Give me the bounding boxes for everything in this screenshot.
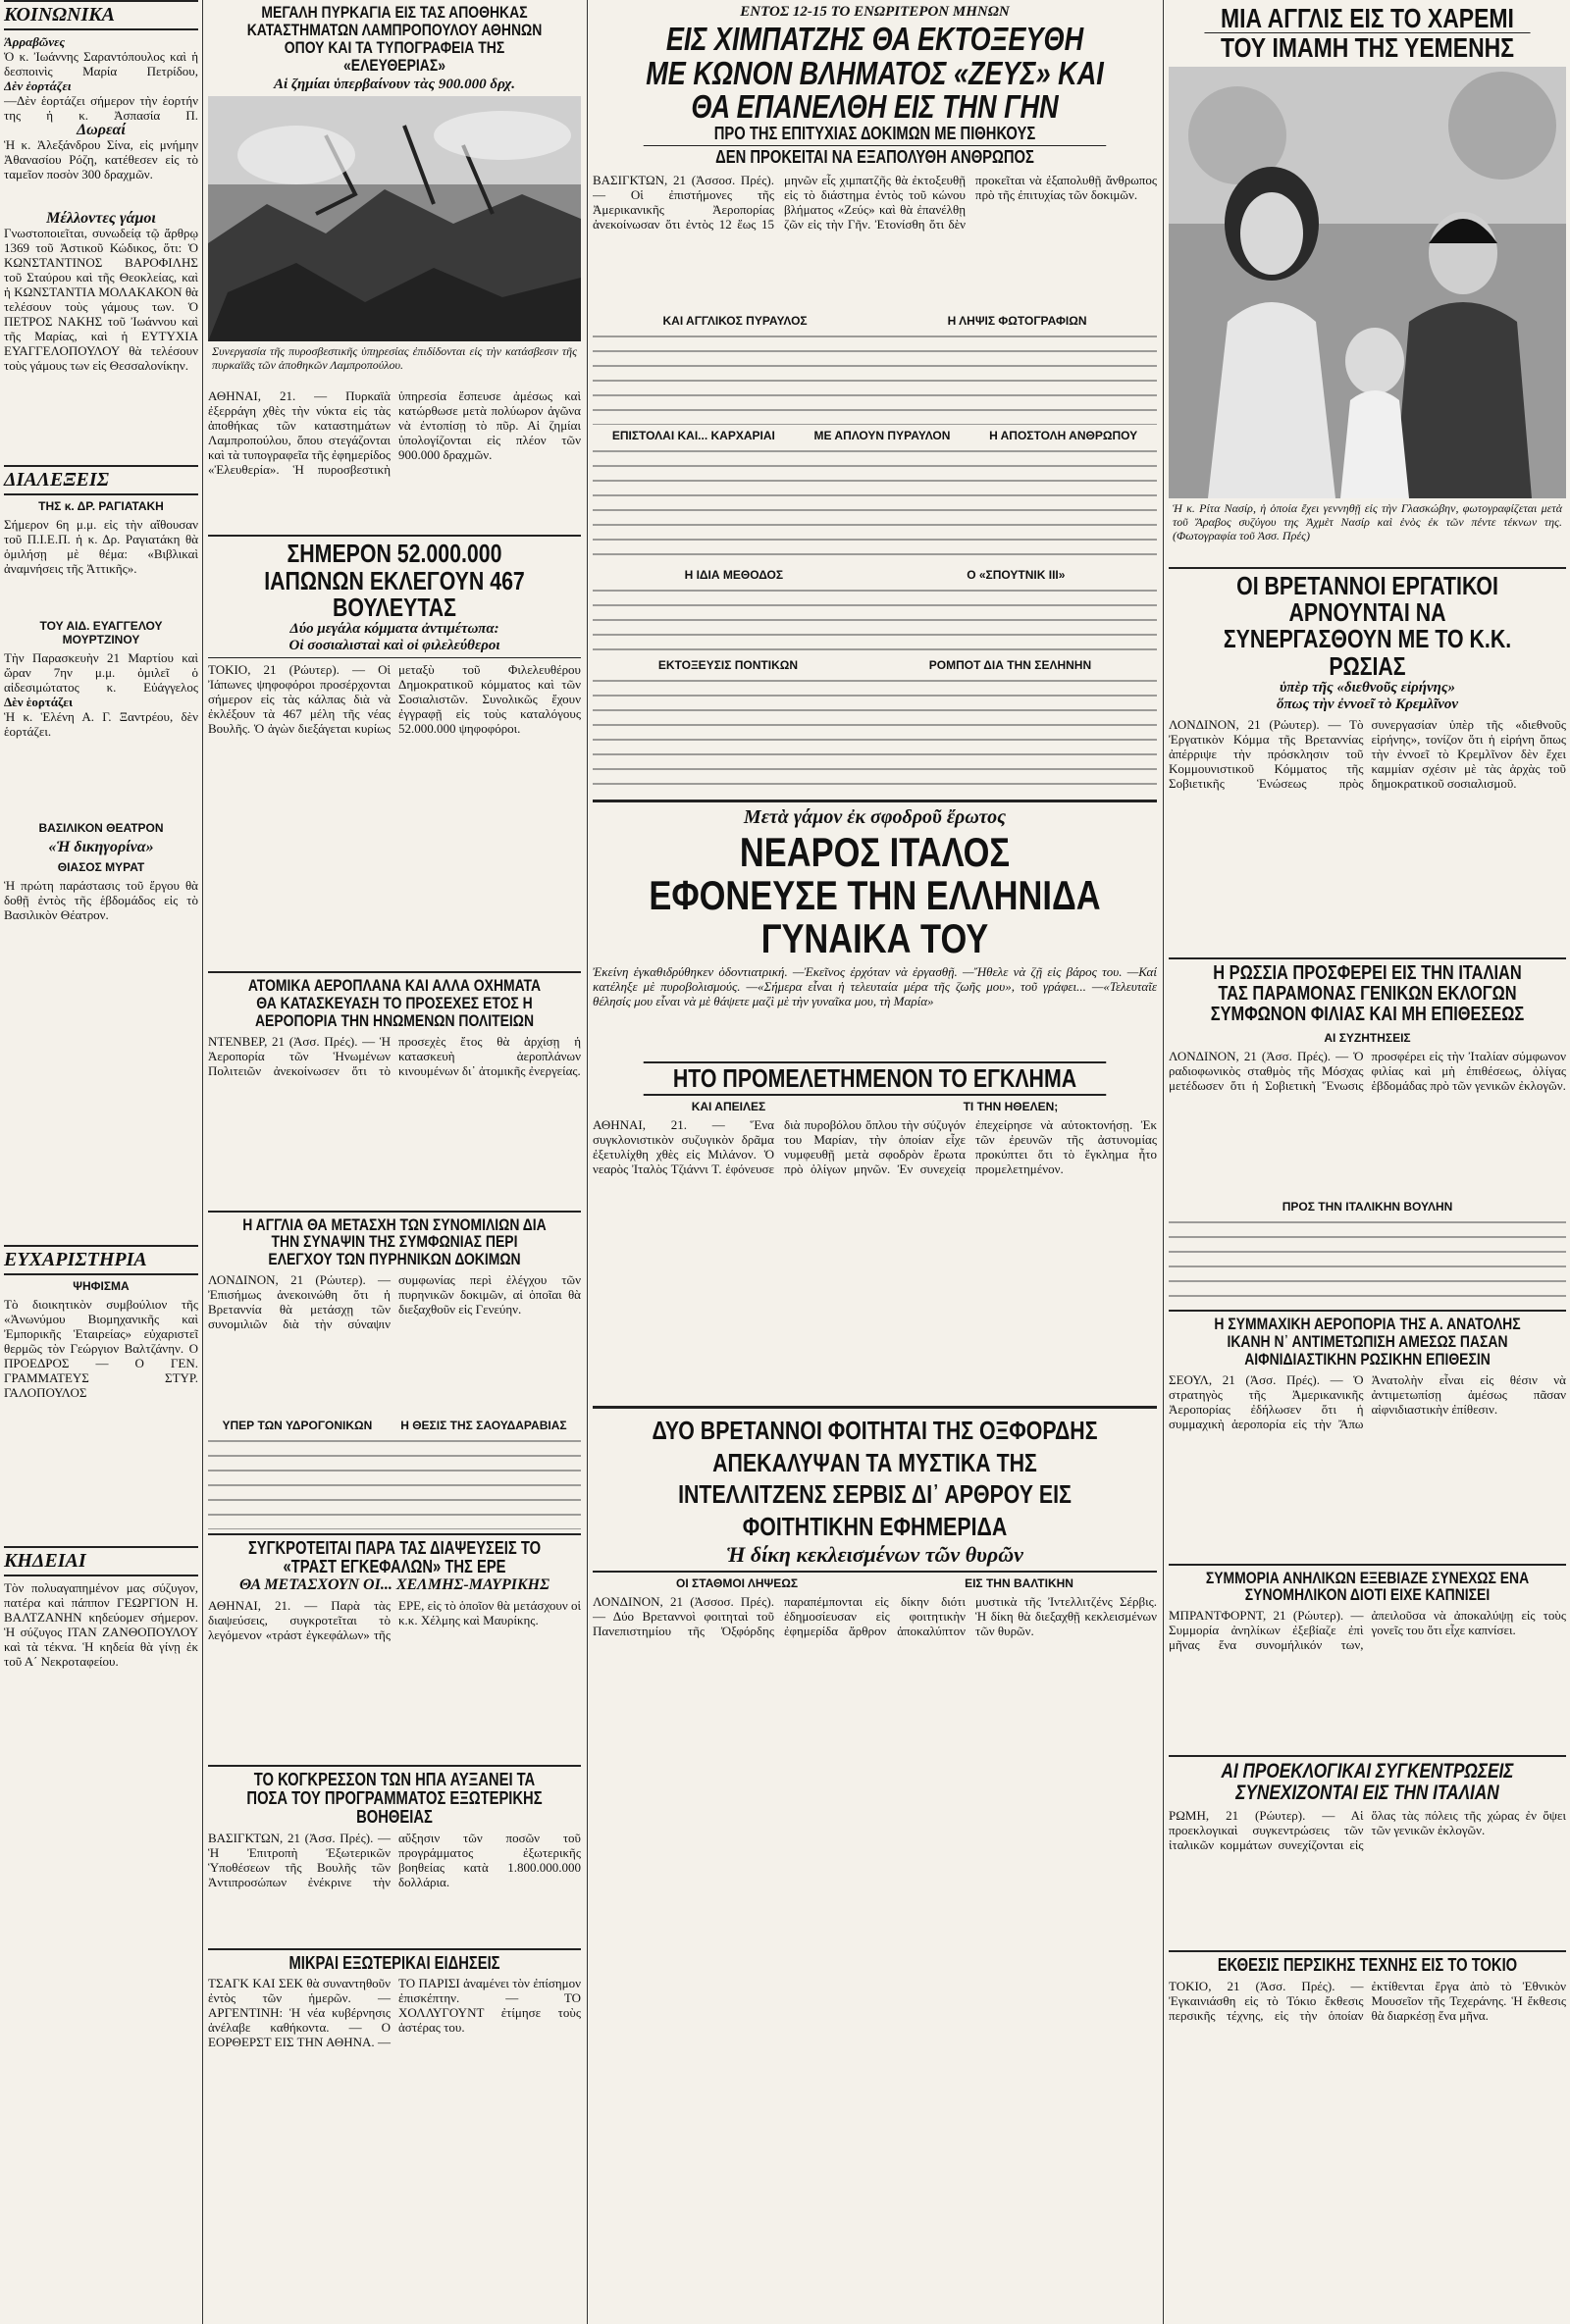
- tests-sub-2: Η ΘΕΣΙΣ ΤΗΣ ΣΑΟΥΔΑΡΑΒΙΑΣ: [400, 1419, 567, 1433]
- fire-caption: Συνεργασία τῆς πυροσβεστικῆς ὑπηρεσίας ἐπιδίδονται εἰς τὴν κατάσβεσιν τῆς πυρκαϊᾶς τῶν ἀποθηκῶν Λαμπροπούλου.: [212, 344, 577, 373]
- japan-headline: ΣΗΜΕΡΟΝ 52.000.000 ΙΑΠΩΝΩΝ ΕΚΛΕΓΟΥΝ 467 ΒΟΥΛΕΥΤΑΣ: [264, 539, 525, 622]
- chimp-sub-a: ΚΑΙ ΑΓΓΛΙΚΟΣ ΠΥΡΑΥΛΟΣ: [662, 313, 808, 328]
- theatre-heading: ΒΑΣΙΛΙΚΟΝ ΘΕΑΤΡΟΝ: [38, 821, 164, 835]
- chimp-body-part-3: [593, 446, 1157, 564]
- imam-caption: Ἡ κ. Ρίτα Νασίρ, ἡ ὁποία ἔχει γεννηθῇ εἰς τὴν Γλασκώβην, φωτογραφίζεται μετὰ τοῦ Ἄραβος συζύγου της Ἀχμὲτ Νασίρ καὶ ἑνὸς ἐκ τῶν πέντε τέκνων της. (Φωτογραφία τοῦ Ἀσσ. Πρές): [1173, 500, 1562, 542]
- chimp-subhead-2: ΔΕΝ ΠΡΟΚΕΙΤΑΙ ΝΑ ΕΞΑΠΟΛΥΘΗ ΑΝΘΡΩΠΟΣ: [715, 146, 1034, 167]
- imam-photo: [1169, 67, 1566, 498]
- murder-lede: Ἐκείνη ἐγκαθιδρύθηκεν ὁδοντιατρική. —Ἐκεῖνος ἐρχόταν νὰ ἐργασθῇ. —Ἤθελε νὰ ζῇ εἰς βάρος του. —Καί κατέληξε μὲ πυροβολισμούς. —«Σήμερα εἶναι ἡ τελευταία μέρα τῆς ζωῆς μου», τοῦ γράφει... —«Τελευταῖε θέλησίς μου εἶναι νὰ μὲ θάψετε μαζὶ μὲ τὴν γυναῖκα μου, τὴ Μαρία»: [593, 963, 1157, 1008]
- heading-donations: Δωρεαί: [77, 123, 126, 137]
- murder-subhead: ΗΤΟ ΠΡΟΜΕΛΕΤΗΜΕΝΟΝ ΤΟ ΕΓΚΛΗΜΑ: [644, 1061, 1107, 1096]
- theatre-text: Ἡ πρώτη παράστασις τοῦ ἔργου θὰ δοθῇ ἐντὸς τῆς ἑβδομάδος εἰς τὸ Βασιλικὸν Θέατρον.: [4, 878, 198, 922]
- right-column: [1169, 0, 1566, 2126]
- trust-subhead: ΘΑ ΜΕΤΑΣΧΟΥΝ ΟΙ... ΧΕΛΜΗΣ-ΜΑΥΡΙΚΗΣ: [239, 1575, 550, 1593]
- gang-body: ΜΠΡΑΝΤΦΟΡΝΤ, 21 (Ρώυτερ). — Συμμορία ἀνηλίκων ἐξεβίαζε ἐπὶ μῆνας ἕνα συνομήλικόν των, ἀπειλοῦσα νὰ ἀποκαλύψῃ εἰς τοὺς γονεῖς του ὅτι εἶχε καπνίσει.: [1169, 1608, 1566, 1653]
- chimp-kicker: ΕΝΤΟΣ 12-15 ΤΟ ΕΝΩΡΙΤΕΡΟΝ ΜΗΝΩΝ: [740, 4, 1010, 20]
- thanks-heading: ΨΗΦΙΣΜΑ: [73, 1279, 130, 1293]
- fire-body: ΑΘΗΝΑΙ, 21. — Πυρκαϊὰ ἐξερράγη χθὲς τὴν νύκτα εἰς τὰς ἀποθήκας τῶν καταστημάτων Λαμπροπούλου, ὅπου στεγάζονται καὶ τὰ τυπογραφεῖα τῆς ἐφημερίδος «Ἐλευθερία». Ἡ πυροσβεστικὴ ὑπηρεσία ἔσπευσε ἀμέσως καὶ κατώρθωσε μετὰ πολύωρον ἀγῶνα νὰ ἐντοπίσῃ τὸ πῦρ. Αἱ ζημίαι ὑπολογίζονται εἰς πλέον τῶν 900.000 δραχμῶν.: [208, 388, 581, 478]
- rallies-body: ΡΩΜΗ, 21 (Ρώυτερ). — Αἱ προεκλογικαὶ συγκεντρώσεις τῶν ἰταλικῶν κομμάτων συνεχίζονται εἰς ὅλας τὰς πόλεις τῆς χώρας ἐν ὄψει τῶν γενικῶν ἐκλογῶν.: [1169, 1808, 1566, 1853]
- chimp-sub-b: Η ΛΗΨΙΣ ΦΩΤΟΓΡΑΦΙΩΝ: [947, 313, 1087, 328]
- oxford-subhead: Ἡ δίκη κεκλεισμένων τῶν θυρῶν: [593, 1542, 1157, 1573]
- text-donations: Ἡ κ. Ἀλεξάνδρου Σίνα, εἰς μνήμην Ἀθανασίου Ρόζη, κατέθεσεν εἰς τὸ ταμεῖον ποσὸν 300 δραχμῶν.: [4, 137, 198, 181]
- airforce-headline: Η ΣΥΜΜΑΧΙΚΗ ΑΕΡΟΠΟΡΙΑ ΤΗΣ Α. ΑΝΑΤΟΛΗΣ ΙΚΑΝΗ Ν᾽ ΑΝΤΙΜΕΤΩΠΙΣΗ ΑΜΕΣΩΣ ΠΑΣΑΝ ΑΙΦΝΙΔΙΑΣΤΙΚΗΝ ΡΩΣΙΚΗΝ ΕΠΙΘΕΣΙΝ: [1214, 1314, 1521, 1369]
- labour-headline: ΟΙ ΒΡΕΤΑΝΝΟΙ ΕΡΓΑΤΙΚΟΙ ΑΡΝΟΥΝΤΑΙ ΝΑ ΣΥΝΕΡΓΑΣΘΟΥΝ ΜΕ ΤΟ Κ.Κ. ΡΩΣΙΑΣ: [1223, 570, 1512, 681]
- japan-subhead-1: Δύο μεγάλα κόμματα ἀντιμέτωπα:: [289, 621, 499, 638]
- gang-headline: ΣΥΜΜΟΡΙΑ ΑΝΗΛΙΚΩΝ ΕΞΕΒΙΑΖΕ ΣΥΝΕΧΩΣ ΕΝΑ ΣΥΝΟΜΗΛΙΚΟΝ ΔΙΟΤΙ ΕΙΧΕ ΚΑΠΝΙΣΕΙ: [1205, 1568, 1530, 1605]
- chimp-sub-c: ΕΠΙΣΤΟΛΑΙ ΚΑΙ... ΚΑΡΧΑΡΙΑΙ: [611, 428, 775, 442]
- chimp-sub-f: Η ΙΔΙΑ ΜΕΘΟΔΟΣ: [684, 567, 784, 582]
- italy-body: ΛΟΝΔΙΝΟΝ, 21 (Ἀσσ. Πρές). — Ὁ ραδιοφωνικὸς σταθμὸς τῆς Μόσχας μετέδωσεν ὅτι ἡ Σοβιετικὴ Ἕνωσις προσφέρει εἰς τὴν Ἰταλίαν σύμφωνον φιλίας καὶ μὴ ἐπιθέσεως, ὀλίγας ἑβδομάδας πρὸ τῶν γενικῶν ἐκλογῶν.: [1169, 1048, 1566, 1093]
- heading-engagements: Ἀρραβῶνες: [4, 34, 66, 49]
- funeral-text: Τὸν πολυαγαπημένον μας σύζυγον, πατέρα καὶ πάππον ΓΕΩΡΓΙΟΝ Η. ΒΑΛΤΖΑΝΗΝ κηδεύομεν σήμερον. Ἡ σύζυγος ΙΤΑΝ ΖΑΝΘΟΠΟΥΛΟΥ καὶ τὰ τέκνα. Ἡ κηδεία θὰ γίνῃ ἐκ τοῦ Α΄ Νεκροταφείου.: [4, 1580, 198, 1669]
- murder-sub-a: ΚΑΙ ΑΠΕΙΛΕΣ: [691, 1100, 766, 1114]
- lecture-text-1: Σήμερον 6η μ.μ. εἰς τὴν αἴθουσαν τοῦ Π.Ι.Ε.Π. ἡ κ. Δρ. Ραγιατάκη θὰ ὁμιλήσῃ μὲ θέμα: «Βιβλικαὶ ἀναμνήσεις τῆς Ἀττικῆς».: [4, 517, 198, 576]
- japan-subhead-2: Οἱ σοσιαλισταὶ καὶ οἱ φιλελεύθεροι: [208, 638, 581, 658]
- fire-subhead: Αἱ ζημίαι ὑπερβαίνουν τὰς 900.000 δρχ.: [273, 77, 516, 93]
- theatre-play: «Ἡ δικηγορίνα»: [48, 839, 154, 855]
- text-weddings: Γνωστοποιεῖται, συνωδείᾳ τῷ ἄρθρῳ 1369 τοῦ Ἀστικοῦ Κώδικος, ὅτι: Ὁ ΚΩΝΣΤΑΝΤΙΝΟΣ ΒΑΡΟΦΙΛΗΣ τοῦ Σταύρου καὶ τῆς Θεοκλείας, καὶ ἡ ΚΩΝΣΤΑΝΤΙΑ ΜΟΛΑΚΑΚΟΝ θὰ τελέσουν τοὺς γάμους των. Ὁ ΠΕΤΡΟΣ ΝΑΚΗΣ τοῦ Ἰωάννου καὶ τῆς Μαρίας, καὶ ἡ ΕΥΤΥΧΙΑ ΕΥΑΓΓΕΛΟΠΟΥΛΟΥ θὰ τελέσουν τοὺς γάμους των εἰς Θεσσαλονίκην.: [4, 226, 198, 373]
- oxford-sub-b: ΕΙΣ ΤΗΝ ΒΑΛΤΙΚΗΝ: [965, 1576, 1073, 1591]
- heading-weddings: Μέλλοντες γάμοι: [46, 211, 156, 226]
- murder-headline: ΝΕΑΡΟΣ ΙΤΑΛΟΣ ΕΦΟΝΕΥΣΕ ΤΗΝ ΕΛΛΗΝΙΔΑ ΓΥΝΑΙΚΑ ΤΟΥ: [649, 828, 1101, 961]
- congress-body: ΒΑΣΙΓΚΤΩΝ, 21 (Ἀσσ. Πρές). — Ἡ Ἐπιτροπὴ Ἐξωτερικῶν Ὑποθέσεων τῆς Βουλῆς τῶν Ἀντιπροσώπων ἐνέκρινε τὴν αὔξησιν τῶν ποσῶν τοῦ προγράμματος ἐξωτερικῆς βοηθείας κατὰ 1.800.000.000 δολλάρια.: [208, 1830, 581, 1889]
- chimp-body-part-2: [593, 332, 1157, 425]
- lecture-text-2: Τὴν Παρασκευὴν 21 Μαρτίου καὶ ὥραν 7ην μ.μ. ὁμιλεῖ ὁ αἰδεσιμώτατος κ. Εὐάγγελος: [4, 650, 198, 695]
- section-title-thanks: ΕΥΧΑΡΙΣΤΗΡΙΑ: [4, 1245, 198, 1275]
- labour-body: ΛΟΝΔΙΝΟΝ, 21 (Ρώυτερ). — Τὸ Ἐργατικὸν Κόμμα τῆς Βρεταννίας ἀπέρριψε τὴν πρόσκλησιν τοῦ Κομμουνιστικοῦ Κόμματος τῆς Σοβιετικῆς Ἑνώσεως πρὸς συνεργασίαν ὑπὲρ τῆς «διεθνοῦς εἰρήνης», τονίζον ὅτι ἡ εἰρήνη ὅπως τὴν ἐννοεῖ τὸ Κρεμλῖνον δὲν ἔχει καμμίαν σχέσιν μὲ τὰς ἀρχὰς τοῦ δημοκρατικοῦ σοσιαλισμοῦ.: [1169, 716, 1566, 791]
- murder-body: ΑΘΗΝΑΙ, 21. — Ἕνα συγκλονιστικὸν συζυγικὸν δρᾶμα ἐξετυλίχθη χθὲς εἰς Μιλάνον. Ὁ νεαρὸς Ἰταλὸς Τζιάννι Τ. ἐφόνευσε διὰ πυροβόλου ὅπλου τὴν σύζυγόν του Μαρίαν, τὴν ὁποίαν εἶχε νυμφευθῇ μετὰ σφοδρὸν ἔρωτα πρὸ ὀλίγων μηνῶν. Ἐν συνεχείᾳ ἐπεχείρησε νὰ αὐτοκτονήσῃ. Ἐκ τῶν ἐρευνῶν τῆς ἀστυνομίας προκύπτει ὅτι τὸ ἔγκλημα ἦτο προμελετημένον.: [593, 1117, 1157, 1177]
- chimp-sub-g: Ο «ΣΠΟΥΤΝΙΚ ΙΙΙ»: [967, 567, 1066, 582]
- family-portrait-image: [1169, 67, 1566, 498]
- labour-subhead-1: ὑπὲρ τῆς «διεθνοῦς εἰρήνης»: [1279, 679, 1456, 696]
- lecture-text-3: Ἡ κ. Ἑλένη Α. Γ. Ξαντρέου, δὲν ἑορτάζει.: [4, 709, 198, 739]
- congress-headline: ΤΟ ΚΟΓΚΡΕΣΣΟΝ ΤΩΝ ΗΠΑ ΑΥΞΑΝΕΙ ΤΑ ΠΟΣΑ ΤΟΥ ΠΡΟΓΡΑΜΜΑΤΟΣ ΕΞΩΤΕΡΙΚΗΣ ΒΟΗΘΕΙΑΣ: [246, 1769, 543, 1827]
- chimp-body-part-4: [593, 586, 1157, 654]
- persian-body: ΤΟΚΙΟ, 21 (Ἀσσ. Πρές). — Ἐγκαινιάσθη εἰς τὸ Τόκιο ἔκθεσις περσικῆς τέχνης, εἰς τὴν ὁποίαν ἐκτίθενται ἔργα ἀπὸ τὸ Ἐθνικὸν Μουσεῖον τῆς Τεχεράνης. Ἡ ἔκθεσις θὰ διαρκέσῃ ἕνα μῆνα.: [1169, 1979, 1566, 2024]
- left-column: [4, 0, 198, 2091]
- fire-scene-image: [208, 96, 581, 341]
- italy-sub-a: ΑΙ ΣΥΖΗΤΗΣΕΙΣ: [1324, 1030, 1411, 1045]
- airforce-body: ΣΕΟΥΛ, 21 (Ἀσσ. Πρές). — Ὁ στρατηγὸς τῆς Ἀμερικανικῆς Ἀεροπορίας ἐδήλωσεν ὅτι ἡ συμμαχικὴ ἀεροπορία εἰς τὴν Ἄπω Ἀνατολὴν εἶναι εἰς θέσιν νὰ ἀντιμετωπίσῃ ἀμέσως πᾶσαν αἰφνιδιαστικὴν ἐπίθεσιν.: [1169, 1371, 1566, 1431]
- text-engagements: Ὁ κ. Ἰωάννης Σαραντόπουλος καὶ ἡ δεσποινὶς Μαρία Πετρίδου,: [4, 49, 198, 78]
- thanks-text: Τὸ διοικητικὸν συμβούλιον τῆς «Ἀνωνύμου Βιομηχανικῆς καὶ Ἐμπορικῆς Ἑταιρείας» εὐχαριστεῖ θερμῶς τὸν Γεώργιον Βαλτζάνην. Ο ΠΡΟΕΔΡΟΣ — Ο ΓΕΝ. ΓΡΑΜΜΑΤΕΥΣ ΣΤΥΡ. ΓΑΛΟΠΟΥΛΟΣ: [4, 1297, 198, 1400]
- lecture-heading-3: Δὲν ἑορτάζει: [4, 695, 73, 709]
- chimp-sub-h: ΕΚΤΟΞΕΥΣΙΣ ΠΟΝΤΙΚΩΝ: [657, 657, 799, 672]
- section-title-funerals: ΚΗΔΕΙΑΙ: [4, 1546, 198, 1576]
- center-column: [593, 0, 1157, 1839]
- imam-headline-2: ΤΟΥ ΙΜΑΜΗ ΤΗΣ ΥΕΜΕΝΗΣ: [1204, 32, 1530, 62]
- oxford-headline: ΔΥΟ ΒΡΕΤΑΝΝΟΙ ΦΟΙΤΗΤΑΙ ΤΗΣ ΟΞΦΟΡΔΗΣ ΑΠΕΚΑΛΥΨΑΝ ΤΑ ΜΥΣΤΙΚΑ ΤΗΣ ΙΝΤΕΛΛΙΤΖΕΝΣ ΣΕΡΒΙΣ ΔΙ᾽ ΑΡΘΡΟΥ ΕΙΣ ΦΟΙΤΗΤΙΚΗΝ ΕΦΗΜΕΡΙΔΑ: [652, 1416, 1098, 1541]
- chimp-subhead-1: ΠΡΟ ΤΗΣ ΕΠΙΤΥΧΙΑΣ ΔΟΚΙΜΩΝ ΜΕ ΠΙΘΗΚΟΥΣ: [644, 125, 1107, 146]
- imam-headline-1: ΜΙΑ ΑΓΓΛΙΣ ΕΙΣ ΤΟ ΧΑΡΕΜΙ: [1221, 3, 1514, 33]
- chimp-body: ΒΑΣΙΓΚΤΩΝ, 21 (Ἀσσοσ. Πρές). — Οἱ ἐπιστήμονες τῆς Ἀμερικανικῆς Ἀεροπορίας ἀνεκοίνωσαν ὅτι ἐντὸς 12 ἕως 15 μηνῶν εἷς χιμπατζῆς θὰ ἐκτοξευθῇ εἰς τὸ διάστημα ἐντὸς τοῦ κώνου βλήματος «Ζεύς» καὶ θὰ ἐπανέλθῃ ζῶν εἰς τὴν Γῆν. Ἐτονίσθη ὅτι δὲν προκεῖται νὰ ἐξαπολυθῇ ἄνθρωπος πρὸ τῆς ἐπιτυχίας τῶν δοκιμῶν.: [593, 172, 1157, 232]
- italy-headline: Η ΡΩΣΣΙΑ ΠΡΟΣΦΕΡΕΙ ΕΙΣ ΤΗΝ ΙΤΑΛΙΑΝ ΤΑΣ ΠΑΡΑΜΟΝΑΣ ΓΕΝΙΚΩΝ ΕΚΛΟΓΩΝ ΣΥΜΦΩΝΟΝ ΦΙΛΙΑΣ ΚΑΙ ΜΗ ΕΠΙΘΕΣΕΩΣ: [1210, 961, 1525, 1025]
- chimp-sub-i: ΡΟΜΠΟΤ ΔΙΑ ΤΗΝ ΣΕΛΗΝΗΝ: [928, 657, 1092, 672]
- chimp-headline: ΕΙΣ ΧΙΜΠΑΤΖΗΣ ΘΑ ΕΚΤΟΞΕΥΘΗ ΜΕ ΚΩΝΟΝ ΒΛΗΜΑΤΟΣ «ΖΕΥΣ» ΚΑΙ ΘΑ ΕΠΑΝΕΛΘΗ ΕΙΣ ΤΗΝ ΓΗΝ: [646, 21, 1104, 126]
- fire-headline: ΜΕΓΑΛΗ ΠΥΡΚΑΓΙΑ ΕΙΣ ΤΑΣ ΑΠΟΘΗΚΑΣ ΚΑΤΑΣΤΗΜΑΤΩΝ ΛΑΜΠΡΟΠΟΥΛΟΥ ΑΘΗΝΩΝ ΟΠΟΥ ΚΑΙ ΤΑ ΤΥΠΟΓΡΑΦΕΙΑ ΤΗΣ «ΕΛΕΥΘΕΡΙΑΣ»: [246, 3, 543, 75]
- planes-body: ΝΤΕΝΒΕΡ, 21 (Ἀσσ. Πρές). — Ἡ Ἀεροπορία τῶν Ἡνωμένων Πολιτειῶν ἀνεκοίνωσεν ὅτι τὸ προσεχὲς ἔτος θὰ ἀρχίσῃ ἡ κατασκευὴ ἀεροπλάνων κινουμένων δι᾽ ἀτομικῆς ἐνεργείας.: [208, 1033, 581, 1078]
- chimp-sub-d: ΜΕ ΑΠΛΟΥΝ ΠΥΡΑΥΛΟΝ: [813, 428, 951, 442]
- italy-body-continued: [1169, 1217, 1566, 1306]
- tests-sub-1: ΥΠΕΡ ΤΩΝ ΥΔΡΟΓΟΝΙΚΩΝ: [222, 1419, 373, 1433]
- murder-sub-b: ΤΙ ΤΗΝ ΗΘΕΛΕΝ;: [963, 1100, 1059, 1114]
- tests-body: ΛΟΝΔΙΝΟΝ, 21 (Ρώυτερ). — Ἐπισήμως ἀνεκοινώθη ὅτι ἡ Βρεταννία θὰ μετάσχῃ τῶν συνομιλιῶν διὰ τὴν σύναψιν συμφωνίας περὶ ἐλέγχου τῶν πυρηνικῶν δοκιμῶν, αἱ ὁποῖαι θὰ διεξαχθοῦν εἰς Γενεύην.: [208, 1272, 581, 1332]
- persian-headline: ΕΚΘΕΣΙΣ ΠΕΡΣΙΚΗΣ ΤΕΧΝΗΣ ΕΙΣ ΤΟ ΤΟΚΙΟ: [1217, 1955, 1518, 1976]
- section-title-lectures: ΔΙΑΛΕΞΕΙΣ: [4, 465, 198, 495]
- oxford-sub-a: ΟΙ ΣΤΑΘΜΟΙ ΛΗΨΕΩΣ: [676, 1576, 799, 1591]
- rallies-headline: ΑΙ ΠΡΟΕΚΛΟΓΙΚΑΙ ΣΥΓΚΕΝΤΡΩΣΕΙΣ ΣΥΝΕΧΙΖΟΝΤΑΙ ΕΙΣ ΤΗΝ ΙΤΑΛΙΑΝ: [1221, 1760, 1514, 1805]
- chimp-body-part-5: [593, 676, 1157, 794]
- heading-not-celebrating: Δὲν ἑορτάζει: [4, 78, 72, 93]
- brief-headline: ΜΙΚΡΑΙ ΕΞΩΤΕΡΙΚΑΙ ΕΙΔΗΣΕΙΣ: [288, 1952, 500, 1973]
- column-two-lower: [208, 971, 581, 2172]
- labour-subhead-2: ὅπως τὴν ἐννοεῖ τὸ Κρεμλῖνον: [1276, 696, 1459, 712]
- trust-headline: ΣΥΓΚΡΟΤΕΙΤΑΙ ΠΑΡΑ ΤΑΣ ΔΙΑΨΕΥΣΕΙΣ ΤΟ «ΤΡΑΣΤ ΕΓΚΕΦΑΛΩΝ» ΤΗΣ ΕΡΕ: [247, 1538, 542, 1576]
- lecture-heading-1: ΤΗΣ κ. ΔΡ. ΡΑΓΙΑΤΑΚΗ: [38, 499, 164, 513]
- text-not-celebrating: —Δὲν ἑορτάζει σήμερον τὴν ἑορτήν της ἡ κ. Ἀσπασία Π.: [4, 93, 198, 123]
- chimp-sub-e: Η ΑΠΟΣΤΟΛΗ ΑΝΘΡΩΠΟΥ: [989, 428, 1138, 442]
- trust-body: ΑΘΗΝΑΙ, 21. — Παρὰ τὰς διαψεύσεις, συγκροτεῖται τὸ λεγόμενον «τράστ ἐγκεφάλων» τῆς ΕΡΕ, εἰς τὸ ὁποῖον θὰ μετάσχουν οἱ κ.κ. Χέλμης καὶ Μαυρίκης.: [208, 1597, 581, 1642]
- oxford-body: ΛΟΝΔΙΝΟΝ, 21 (Ἀσσοσ. Πρές). — Δύο Βρεταννοὶ φοιτηταὶ τοῦ Πανεπιστημίου τῆς Ὀξφόρδης παραπέμπονται εἰς δίκην διότι ἐδημοσίευσαν εἰς φοιτητικὴν ἐφημερίδα ἄρθρον ἀποκαλύπτον μυστικὰ τῆς Ἰντελλιτζένς Σέρβις. Ἡ δίκη θὰ διεξαχθῇ κεκλεισμένων τῶν θυρῶν.: [593, 1594, 1157, 1639]
- murder-kicker: Μετὰ γάμον ἐκ σφοδροῦ ἔρωτος: [743, 805, 1007, 828]
- japan-body: ΤΟΚΙΟ, 21 (Ρώυτερ). — Οἱ Ἰάπωνες ψηφοφόροι προσέρχονται σήμερον εἰς τὰς κάλπας διὰ νὰ ἐκλέξουν τὰ 467 μέλη τῆς νέας Βουλῆς. Ὁ ἀγὼν διεξάγεται κυρίως μεταξὺ τοῦ Φιλελευθέρου Δημοκρατικοῦ κόμματος καὶ τῶν Σοσιαλιστῶν. Συνολικῶς ἔχουν ἐγγραφῇ εἰς τοὺς καταλόγους 52.000.000 ψηφοφόροι.: [208, 662, 581, 737]
- fire-photo: [208, 96, 581, 341]
- tests-headline: Η ΑΓΓΛΙΑ ΘΑ ΜΕΤΑΣΧΗ ΤΩΝ ΣΥΝΟΜΙΛΙΩΝ ΔΙΑ ΤΗΝ ΣΥΝΑΨΙΝ ΤΗΣ ΣΥΜΦΩΝΙΑΣ ΠΕΡΙ ΕΛΕΓΧΟΥ ΤΩΝ ΠΥΡΗΝΙΚΩΝ ΔΟΚΙΜΩΝ: [242, 1214, 547, 1269]
- planes-headline: ΑΤΟΜΙΚΑ ΑΕΡΟΠΛΑΝΑ ΚΑΙ ΑΛΛΑ ΟΧΗΜΑΤΑ ΘΑ ΚΑΤΑΣΚΕΥΑΣΗ ΤΟ ΠΡΟΣΕΧΕΣ ΕΤΟΣ Η ΑΕΡΟΠΟΡΙΑ ΤΗΝ ΗΝΩΜΕΝΩΝ ΠΟΛΙΤΕΙΩΝ: [247, 976, 542, 1030]
- section-title-social: ΚΟΙΝΩΝΙΚΑ: [4, 0, 198, 30]
- theatre-troupe: ΘΙΑΣΟΣ ΜΥΡΑΤ: [57, 860, 145, 874]
- brief-body: ΤΣΑΓΚ ΚΑΙ ΣΕΚ θὰ συναντηθοῦν ἐντὸς τῶν ἡμερῶν. — ΑΡΓΕΝΤΙΝΗ: Ἡ νέα κυβέρνησις ἀνέλαβε καθήκοντα. — Ο ΕΟΡΘΕΡΣΤ ΕΙΣ ΤΗΝ ΑΘΗΝΑ. — ΤΟ ΠΑΡΙΣΙ ἀναμένει τὸν ἐπίσημον ἐπισκέπτην. — ΤΟ ΧΟΛΛΥΓΟΥΝΤ ἐτίμησε τοὺς ἀστέρας του.: [208, 1976, 581, 2050]
- italy-sub-b: ΠΡΟΣ ΤΗΝ ΙΤΑΛΙΚΗΝ ΒΟΥΛΗΝ: [1282, 1199, 1453, 1214]
- lecture-heading-2: ΤΟΥ ΑΙΔ. ΕΥΑΓΓΕΛΟΥ ΜΟΥΡΤΖΙΝΟΥ: [39, 619, 163, 646]
- tests-body-continued: [208, 1436, 581, 1529]
- column-two: [208, 0, 581, 873]
